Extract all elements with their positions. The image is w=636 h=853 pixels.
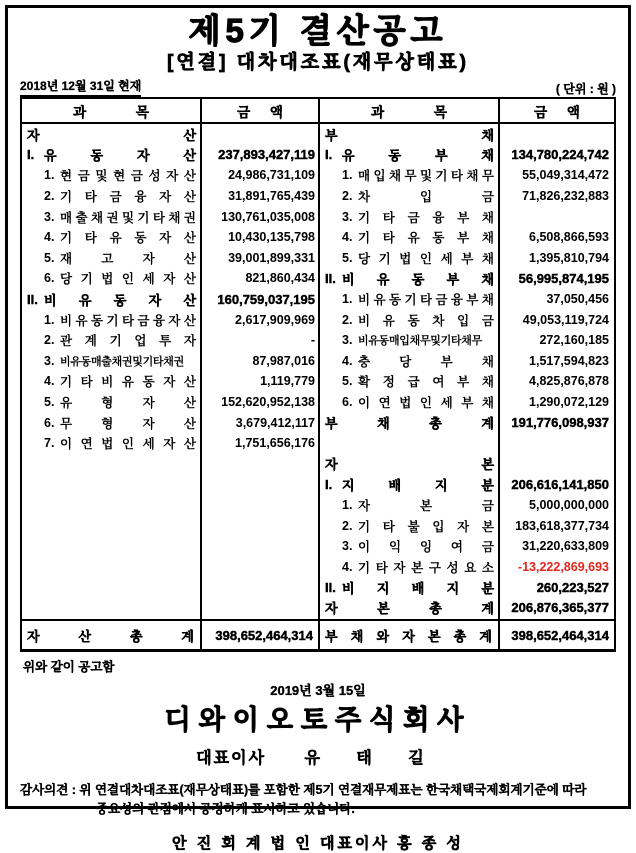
account-label: 4. 기 타 유 동 자 산 [44, 230, 196, 246]
amount-value: 71,826,232,883 [522, 189, 609, 204]
account-label: I. 유 동 자 산 [27, 147, 196, 164]
account-row [320, 556, 614, 577]
amount-value: 39,001,899,331 [228, 250, 315, 265]
account-label: 1. 현 금 및 현 금 성 자 산 [44, 168, 196, 184]
amount-value: 37,050,456 [546, 292, 609, 307]
account-row [320, 598, 614, 619]
auditor-line: 안 진 회 계 법 인 대표이사 홍 종 성 [172, 834, 464, 852]
header-cell-amount-right: 금 액 [534, 104, 580, 120]
account-label: 2. 차 입 금 [342, 189, 494, 205]
company-name: 디와이오토주식회사 [164, 705, 472, 735]
ceo-name: 유 태 길 [304, 750, 440, 767]
account-label: I. 유 동 부 채 [325, 147, 494, 164]
account-label: 자 본 [325, 457, 494, 473]
page-subtitle: [연결] 대차대조표(재무상태표) [167, 52, 469, 73]
account-row [320, 454, 614, 475]
account-label: 3. 비유동매입채무및기타채무 [342, 333, 482, 348]
account-label: 3. 이 익 잉 여 금 [342, 539, 494, 555]
account-label: 6. 이 연 법 인 세 부 채 [342, 395, 494, 411]
account-label: 자 산 [27, 127, 196, 143]
ceo-title: 대표이사 [196, 750, 267, 767]
account-label: 2. 기 타 금 융 자 산 [44, 189, 196, 205]
account-row [320, 289, 614, 310]
amount-value: 152,620,952,138 [221, 395, 315, 410]
account-row [320, 515, 614, 536]
account-label: 7. 이 연 법 인 세 자 산 [44, 436, 196, 452]
ceo-line [20, 745, 616, 768]
liabilities-equity-column [320, 124, 614, 619]
account-row [320, 165, 614, 186]
account-row [22, 330, 320, 351]
account-row [22, 433, 320, 454]
audit-opinion-line2: 중요성의 관점에서 공정하게 표시하고 있습니다. [96, 801, 355, 816]
total-liabilities-equity-amount: 398,652,464,314 [511, 627, 609, 643]
account-row [320, 495, 614, 516]
account-label: II. 비 지 배 지 분 [325, 579, 494, 596]
amount-value: 1,517,594,823 [529, 353, 609, 368]
amount-value: 206,876,365,377 [511, 600, 609, 616]
account-label: II. 비 유 동 자 산 [27, 291, 196, 308]
account-label: 2. 기 타 불 입 자 본 [342, 518, 494, 534]
account-label: 1. 자 본 금 [342, 497, 494, 513]
amount-value: 191,776,098,937 [511, 415, 609, 431]
unit-label: ( 단위 : 원 ) [555, 82, 616, 96]
amount-value: 24,986,731,109 [228, 168, 315, 183]
amount-value: 49,053,119,724 [522, 312, 609, 327]
account-row [22, 351, 320, 372]
amount-value: 1,290,072,129 [529, 395, 609, 410]
account-label: 자 본 총 계 [325, 601, 494, 617]
balance-sheet-table [20, 97, 616, 652]
amount-value: - [310, 333, 315, 348]
audit-opinion-line1: 감사의견 : 위 연결대차대조표(재무상태표)를 포함한 제5기 연결재무제표는 한국채택국제회계기준에 따라 [20, 783, 587, 797]
account-label: 6. 당 기 법 인 세 자 산 [44, 271, 196, 287]
meta-row [20, 77, 616, 97]
audit-opinion [20, 781, 616, 819]
account-row [22, 186, 320, 207]
account-row [22, 145, 320, 166]
amount-value: 3,679,412,117 [235, 415, 315, 430]
account-label: 6. 무 형 자 산 [44, 415, 196, 431]
account-row [22, 227, 320, 248]
amount-value: -13,222,869,693 [517, 559, 609, 574]
amount-value: 6,508,866,593 [529, 230, 609, 245]
assets-column [22, 124, 320, 619]
account-label: 4. 기 타 유 동 부 채 [342, 230, 494, 246]
amount-value: 31,891,765,439 [228, 189, 315, 204]
amount-value: 160,759,037,195 [217, 291, 315, 307]
account-row [22, 206, 320, 227]
page-border-frame [5, 5, 631, 852]
table-body [22, 124, 614, 619]
account-row [320, 536, 614, 557]
account-row [320, 330, 614, 351]
account-label: 4. 충 당 부 채 [342, 353, 494, 369]
account-label: II. 비 유 동 부 채 [325, 270, 494, 287]
account-row [22, 289, 320, 310]
account-row [320, 186, 614, 207]
amount-value: 134,780,224,742 [511, 147, 609, 163]
account-label: 4. 기 타 비 유 동 자 산 [44, 374, 196, 390]
amount-value: 130,761,035,008 [221, 209, 315, 224]
account-row [320, 309, 614, 330]
account-label: 5. 유 형 자 산 [44, 395, 196, 411]
account-label: 4. 기 타 자 본 구 성 요 소 [342, 559, 494, 575]
amount-value: 87,987,016 [252, 353, 315, 368]
table-header [22, 99, 614, 124]
header-cell-account-left: 과 목 [22, 99, 202, 122]
account-row [320, 248, 614, 269]
announcement-date: 2019년 3월 15일 [270, 683, 366, 698]
account-label: 2. 비 유 동 차 입 금 [342, 312, 494, 328]
account-row [22, 371, 320, 392]
amount-value: 237,893,427,119 [218, 147, 315, 163]
amount-value: 1,395,810,794 [529, 250, 609, 265]
account-row [320, 577, 614, 598]
account-row [320, 371, 614, 392]
account-label: 5. 확 정 급 여 부 채 [342, 374, 494, 390]
amount-value: 55,049,314,472 [522, 168, 609, 183]
account-label: 1. 매 입 채 무 및 기 타 채 무 [342, 168, 494, 184]
header-cell-account-right: 과 목 [320, 99, 500, 122]
account-row [320, 145, 614, 166]
account-label: 3. 비유동매출채권및기타채권 [44, 353, 184, 368]
account-label: 3. 매 출 채 권 및 기 타 채 권 [44, 209, 196, 225]
totals-row [22, 619, 614, 649]
account-row [320, 227, 614, 248]
account-row [22, 309, 320, 330]
total-liabilities-equity-label: 부 채 와 자 본 총 계 [320, 621, 500, 649]
account-row [320, 433, 614, 454]
account-row [22, 124, 320, 145]
amount-value: 1,119,779 [260, 374, 315, 389]
account-label: 5. 당 기 법 인 세 부 채 [342, 250, 494, 266]
amount-value: 56,995,874,195 [518, 270, 609, 286]
account-row [320, 392, 614, 413]
account-row [22, 392, 320, 413]
total-assets-label: 자 산 총 계 [22, 621, 202, 649]
account-row [320, 474, 614, 495]
page-title: 제5기 결산공고 [188, 12, 448, 49]
account-label: I. 지 배 지 분 [325, 476, 494, 493]
amount-value: 260,223,527 [536, 579, 609, 595]
as-of-date: 2018년 12월 31일 현재 [20, 77, 141, 97]
account-label: 2. 관 계 기 업 투 자 [44, 333, 196, 349]
account-row [22, 412, 320, 433]
account-row [22, 248, 320, 269]
amount-value: 31,220,633,809 [522, 539, 609, 554]
amount-value: 272,160,185 [539, 333, 609, 348]
account-label: 5. 재 고 자 산 [44, 250, 196, 266]
total-assets-amount: 398,652,464,314 [202, 621, 320, 649]
account-label: 1. 비 유 동 기 타 금 융 부 채 [342, 292, 494, 308]
account-label: 부 채 총 계 [325, 416, 494, 432]
amount-value: 183,618,377,734 [515, 518, 609, 533]
amount-value: 4,825,876,878 [529, 374, 609, 389]
amount-value: 1,751,656,176 [235, 436, 315, 451]
account-row [22, 165, 320, 186]
header-cell-amount-left: 금 액 [202, 99, 320, 122]
amount-value: 5,000,000,000 [529, 497, 609, 512]
account-row [320, 124, 614, 145]
account-row [22, 268, 320, 289]
account-label: 1. 비 유 동 기 타 금 융 자 산 [44, 312, 196, 328]
amount-value: 2,617,909,969 [235, 312, 315, 327]
account-label: 부 채 [325, 127, 494, 143]
announcement-note: 위와 같이 공고함 [23, 660, 115, 674]
account-row [320, 268, 614, 289]
account-label [320, 433, 500, 454]
amount-value: 10,430,135,798 [228, 230, 315, 245]
amount-value: 206,616,141,850 [511, 476, 609, 492]
amount-value: 821,860,434 [245, 271, 315, 286]
account-row [320, 412, 614, 433]
account-row [320, 206, 614, 227]
account-row [320, 351, 614, 372]
account-label: 3. 기 타 금 융 부 채 [342, 209, 494, 225]
